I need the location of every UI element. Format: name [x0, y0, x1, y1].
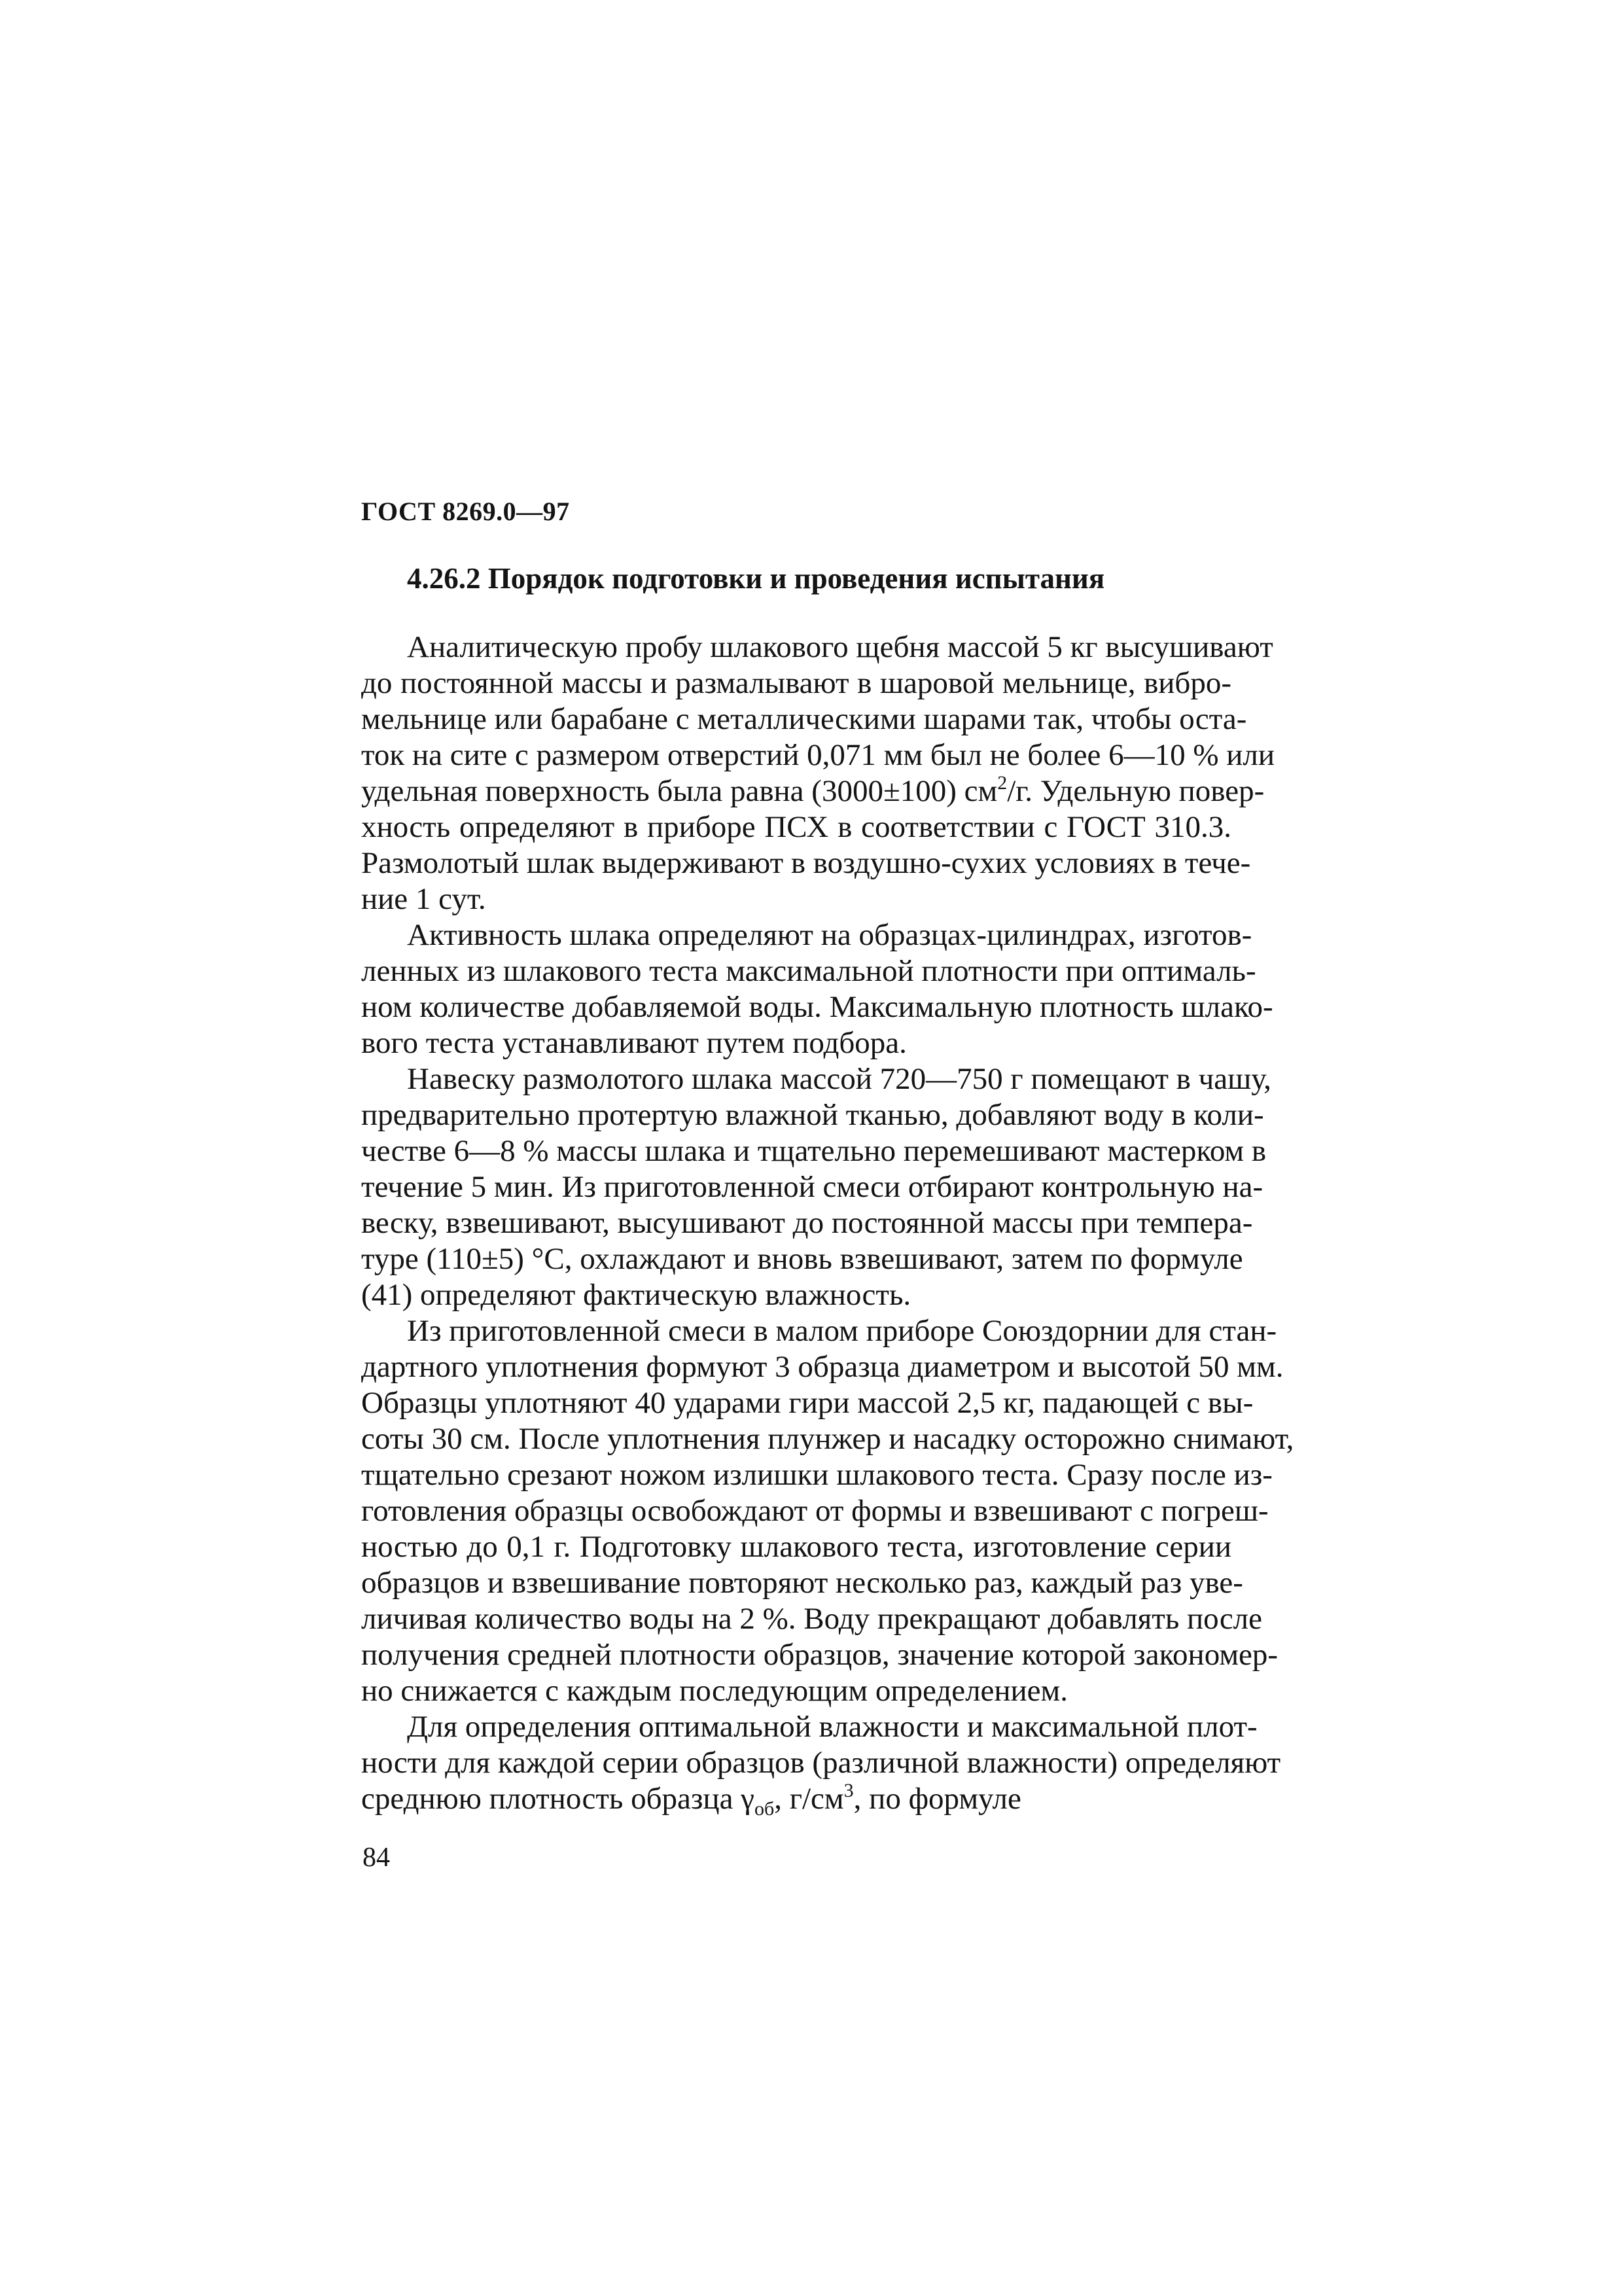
- line-text: , г/см: [774, 1782, 844, 1816]
- subscript: об: [754, 1798, 775, 1820]
- paragraph-line: предварительно протертую влажной тканью, добавляют воду в коли-: [361, 1098, 1264, 1132]
- paragraph-line: Аналитическую пробу шлакового щебня массой 5 кг высушивают: [407, 630, 1273, 664]
- paragraph-line: ностью до 0,1 г. Подготовку шлакового теста, изготовление серии: [361, 1530, 1231, 1564]
- paragraph-line: (41) определяют фактическую влажность.: [361, 1278, 911, 1312]
- paragraph-line: честве 6—8 % массы шлака и тщательно перемешивают мастерком в: [361, 1134, 1267, 1168]
- paragraph-line: Из приготовленной смеси в малом приборе Союздорнии для стан-: [407, 1314, 1277, 1348]
- paragraph-line: ток на сите с размером отверстий 0,071 мм был не более 6—10 % или: [361, 738, 1275, 772]
- paragraph-2: [361, 917, 1273, 1061]
- paragraph-5: [361, 1709, 1281, 1820]
- paragraph-line: тщательно срезают ножом излишки шлакового теста. Сразу после из-: [361, 1458, 1273, 1492]
- paragraph-line: образцов и взвешивание повторяют несколько раз, каждый раз уве-: [361, 1566, 1243, 1600]
- paragraph-line: но снижается с каждым последующим определением.: [361, 1674, 1068, 1708]
- paragraph-4: [361, 1313, 1294, 1709]
- paragraph-line: Размолотый шлак выдерживают в воздушно-сухих условиях в тече-: [361, 846, 1251, 880]
- paragraph-line: ности для каждой серии образцов (различной влажности) определяют: [361, 1746, 1281, 1780]
- paragraph-line: личивая количество воды на 2 %. Воду прекращают добавлять после: [361, 1602, 1262, 1636]
- paragraph-line: ние 1 сут.: [361, 882, 486, 916]
- page-number: 84: [362, 1843, 390, 1873]
- paragraph-line: течение 5 мин. Из приготовленной смеси отбирают контрольную на-: [361, 1170, 1263, 1204]
- section-heading: 4.26.2 Порядок подготовки и проведения испытания: [407, 562, 1105, 595]
- paragraph-line: Для определения оптимальной влажности и максимальной плот-: [407, 1710, 1258, 1744]
- paragraph-line: до постоянной массы и размалывают в шаровой мельнице, вибро-: [361, 666, 1231, 700]
- paragraph-line: Активность шлака определяют на образцах-цилиндрах, изготов-: [407, 918, 1252, 952]
- paragraph-line: соты 30 см. После уплотнения плунжер и насадку осторожно снимают,: [361, 1422, 1294, 1456]
- paragraph-line: получения средней плотности образцов, значение которой закономер-: [361, 1638, 1279, 1672]
- paragraph-line: [361, 1780, 1231, 1820]
- superscript: 2: [997, 772, 1008, 794]
- paragraph-line: [361, 772, 1265, 809]
- paragraph-3: [361, 1061, 1271, 1313]
- paragraph-line: дартного уплотнения формуют 3 образца диаметром и высотой 50 мм.: [361, 1350, 1284, 1384]
- paragraph-line: ном количестве добавляемой воды. Максимальную плотность шлако-: [361, 990, 1273, 1024]
- paragraph-line: веску, взвешивают, высушивают до постоянной массы при темпера-: [361, 1206, 1253, 1240]
- paragraph-line: Навеску размолотого шлака массой 720—750 г помещают в чашу,: [407, 1062, 1271, 1096]
- paragraph-line: хность определяют в приборе ПСХ в соответствии с ГОСТ 310.3.: [361, 810, 1231, 844]
- document-code: ГОСТ 8269.0—97: [361, 497, 570, 526]
- line-text: удельная поверхность была равна (3000±100) см: [361, 774, 998, 808]
- paragraph-line: туре (110±5) °С, охлаждают и вновь взвешивают, затем по формуле: [361, 1242, 1243, 1276]
- paragraph-line: мельнице или барабане с металлическими шарами так, чтобы оста-: [361, 702, 1247, 736]
- paragraph-line: Образцы уплотняют 40 ударами гири массой 2,5 кг, падающей с вы-: [361, 1386, 1254, 1420]
- superscript: 3: [843, 1780, 854, 1801]
- paragraph-line: вого теста устанавливают путем подбора.: [361, 1026, 907, 1060]
- paragraph-line: ленных из шлакового теста максимальной плотности при оптималь-: [361, 954, 1256, 988]
- paragraph-line: готовления образцы освобождают от формы и взвешивают с погреш-: [361, 1494, 1269, 1528]
- paragraph-1: [361, 629, 1275, 917]
- line-text: /г. Удельную повер-: [1007, 774, 1265, 808]
- line-text: , по формуле: [853, 1782, 1021, 1816]
- line-text: среднюю плотность образца γ: [361, 1782, 754, 1816]
